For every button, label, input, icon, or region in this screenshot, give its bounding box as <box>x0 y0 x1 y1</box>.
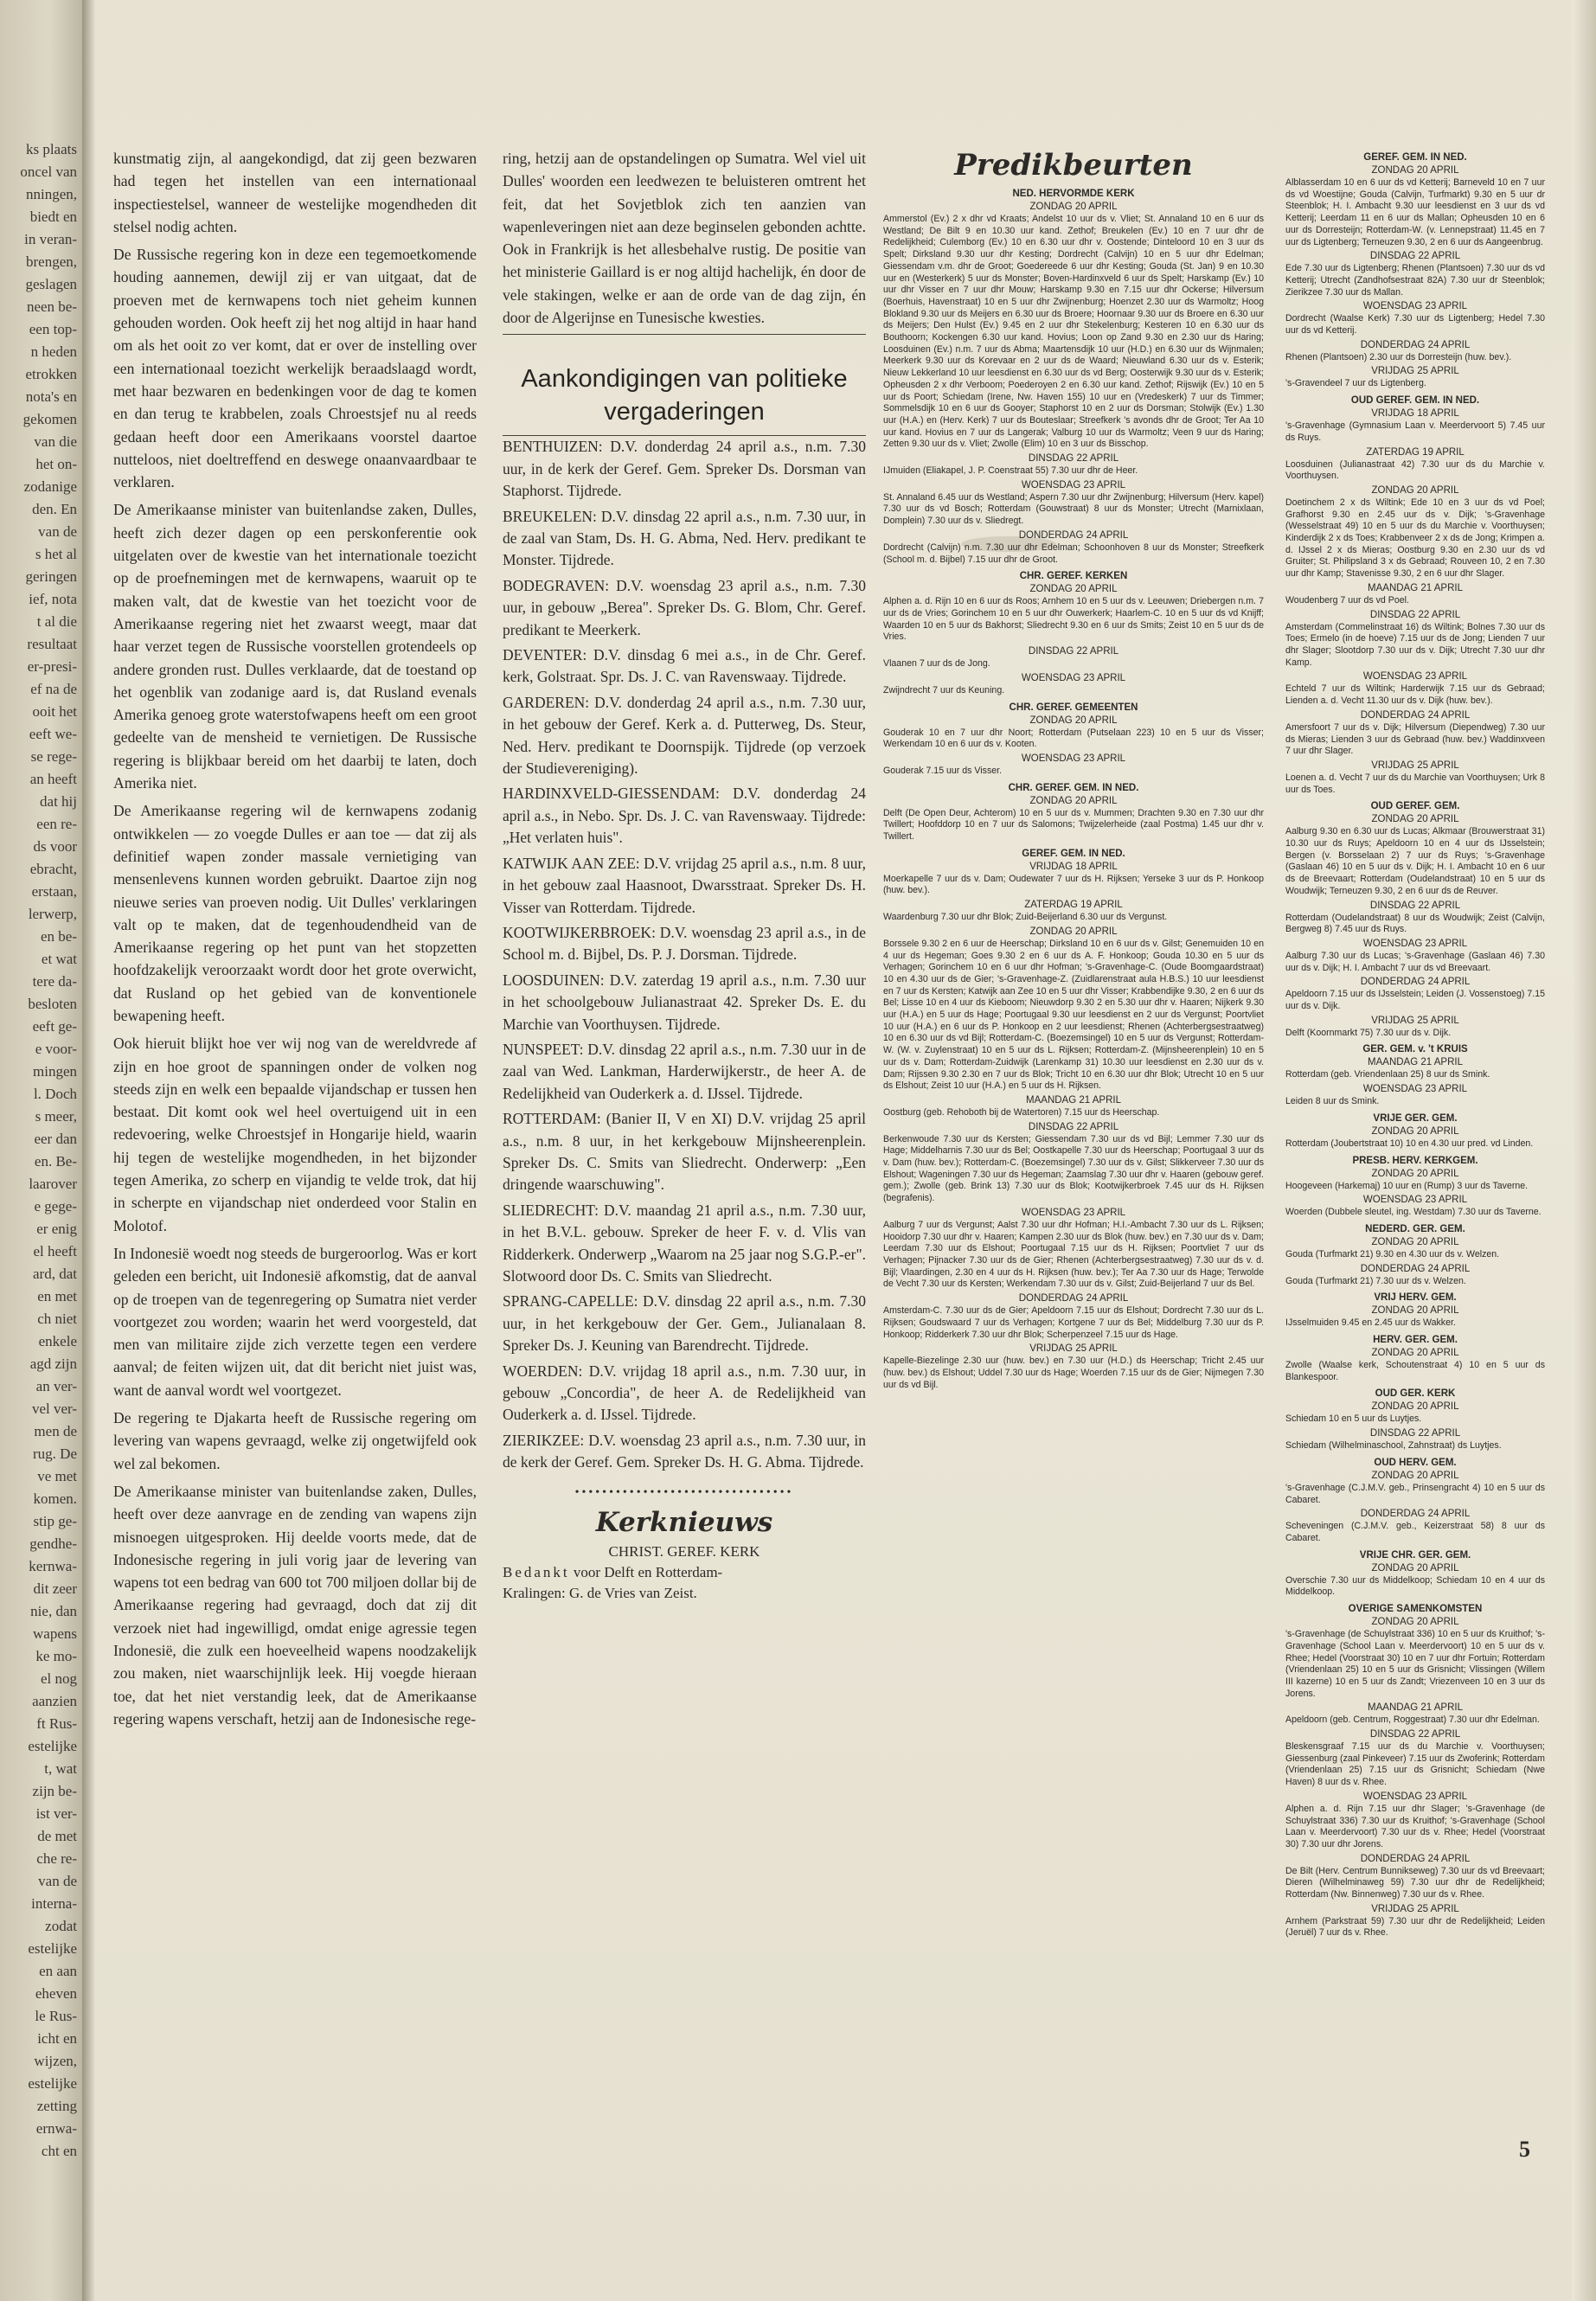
gutter-line: neen be- <box>26 298 77 315</box>
service-listing: Rhenen (Plantsoen) 2.30 uur ds Dorresteijn (huw. bev.). <box>1285 351 1512 362</box>
service-listing: Amersfoort 7 uur ds v. Dijk; Hilversum (Diependweg) 7.30 uur ds Mieras; Lienden 3 uur ds Gebraad (huw. bev.) Waddinxveen 7 uur dhr Slager. <box>1285 721 1545 757</box>
day-heading: DONDERDAG 24 APRIL <box>1360 1263 1471 1274</box>
service-listing: Apeldoorn 7.15 uur ds IJsselstein; Leiden (J. Vossenstoeg) 7.15 uur ds v. Dijk. <box>1285 989 1545 1012</box>
service-listing: St. Annaland 6.45 uur ds Westland; Aspern 7.30 uur dhr Zwijnenburg; Hilversum (Herv. kapel) 7.30 uur ds vd Bosch; Rotterdam (Gouwstraat) 8 uur ds Monster; Utrecht (Marnixlaan, Domplein) 7.30 uur ds v. Sliedregt. <box>883 491 1264 527</box>
service-listing: Vlaanen 7 uur ds de Jong. <box>883 658 990 670</box>
day-heading: DINSDAG 22 APRIL <box>1028 1121 1119 1132</box>
service-listing: 's-Gravenhage (Gymnasium Laan v. Meerdervoort 5) 7.45 uur ds Ruys. <box>1285 420 1545 443</box>
page-edge <box>1572 0 1596 2301</box>
day-heading: WOENSDAG 23 APRIL <box>1362 1791 1468 1802</box>
gutter-line: estelijke <box>28 1738 77 1754</box>
gutter-line: se rege- <box>30 748 77 765</box>
newspaper-page <box>96 0 1596 2301</box>
gutter-line: erstaan, <box>31 883 77 900</box>
gutter-line: laarover <box>29 1176 77 1192</box>
service-listing: Zwijndrecht 7 uur ds Keuning. <box>883 684 1005 695</box>
meeting-announcement: KOOTWIJKERBROEK: D.V. woensdag 23 april a.s., in de School m. d. Bijbel, Ds. P. J. Dorsman. Tijdrede. <box>503 923 866 964</box>
gutter-line: enkele <box>38 1333 77 1349</box>
service-listing: Dordrecht (Calvijn) n.m. 7.30 uur dhr Edelman; Schoonhoven 8 uur ds Monster; Streefkerk (School m. d. Bijbel) 7.15 uur dhr de Groot. <box>883 542 1264 565</box>
service-listing: 's-Gravenhage (de Schuylstraat 336) 10 en 5 uur ds Kruithof; 's-Gravenhage (School Laan v. Meerdervoort) 10 en 5 uur ds v. Rhee; Hedel (Voorstraat 30) 10 en 7 uur dhr Fortuin; Rotterdam (Vriendenlaan 25) 10 en 5 uur ds Grisnicht; Vlissingen (Willem III kazerne) 10 en 5 uur ds Zandt; Vriezenveen 10 en 3 uur ds Jorens. <box>1285 1629 1545 1699</box>
meeting-announcement: BODEGRAVEN: D.V. woensdag 23 april a.s., n.m. 7.30 uur, in gebouw „Berea". Spreker Ds. G. Blom, Chr. Geref. predikant te Meerkerk. <box>503 576 866 638</box>
gutter-line: rug. De <box>33 1445 77 1462</box>
denomination-heading: VRIJE CHR. GER. GEM. <box>1359 1549 1471 1561</box>
day-heading: MAANDAG 21 APRIL <box>1368 1057 1463 1068</box>
gutter-line: van de <box>38 523 77 540</box>
day-heading: MAANDAG 21 APRIL <box>1026 1094 1121 1106</box>
gutter-line: icht en <box>37 2030 77 2047</box>
gutter-line: tere da- <box>32 973 77 990</box>
day-heading: ZONDAG 20 APRIL <box>1371 165 1459 176</box>
gutter-line: ds voor <box>33 838 77 855</box>
gutter-line: ernwa- <box>35 2120 77 2137</box>
gutter-line: el nog <box>40 1670 77 1687</box>
service-listing: Waardenburg 7.30 uur dhr Blok; Zuid-Beijerland 6.30 uur ds Vergunst. <box>883 912 1168 923</box>
gutter-line: e gege- <box>34 1198 77 1215</box>
gutter-line: zijn be- <box>32 1783 77 1799</box>
gutter-line: nota's en <box>25 388 77 405</box>
service-listing: Gouda (Turfmarkt 21) 9.30 en 4.30 uur ds v. Welzen. <box>1285 1248 1500 1259</box>
gutter-line: het on- <box>35 456 77 472</box>
meeting-announcement: ROTTERDAM: (Banier II, V en XI) D.V. vrijdag 25 april a.s., n.m. 8 uur, in het kerkgebouw Mijnsheerenplein. Spreker Ds. C. Smits van Sliedrecht. Onderwerp: „Een dringende waarschuwing". <box>503 1110 866 1194</box>
denomination-heading: GEREF. GEM. IN NED. <box>1022 848 1125 859</box>
service-listing: Apeldoorn (geb. Centrum, Roggestraat) 7.30 uur dhr Edelman. <box>1285 1715 1540 1726</box>
day-heading: ZONDAG 20 APRIL <box>1371 1401 1459 1413</box>
service-listing: Leiden 8 uur ds Smink. <box>1285 1096 1380 1107</box>
service-listing: Bleskensgraaf 7.15 uur ds du Marchie v. Voorthuysen; Giessenburg (zaal Pinkeveer) 7.15 uur ds Zwoferink; Rotterdam (Vriendenlaan 25) 7.15 uur ds Grisnicht; Schiedam (Nwe Haven) 8 uur ds v. Rhee. <box>1285 1741 1545 1788</box>
column-predikbeurten <box>883 147 1264 1393</box>
denomination-heading: VRIJE GER. GEM. <box>1373 1112 1458 1124</box>
gutter-line: s meer, <box>35 1108 77 1125</box>
gutter-line: le Rus- <box>35 2008 77 2024</box>
day-heading: ZONDAG 20 APRIL <box>1371 1236 1459 1247</box>
denomination-heading: NED. HERVORMDE KERK <box>1012 189 1135 199</box>
service-listing: Schiedam (Wilhelminaschool, Zahnstraat) ds Luytjes. <box>1285 1440 1502 1452</box>
day-heading: WOENSDAG 23 APRIL <box>1021 672 1126 683</box>
denomination-heading: OUD GEREF. GEM. <box>1370 801 1460 812</box>
gutter-line: eeft we- <box>29 726 77 742</box>
gutter-line: zodat <box>45 1918 77 1934</box>
day-heading: DINSDAG 22 APRIL <box>1369 900 1461 911</box>
gutter-line: geslagen <box>25 276 77 292</box>
meeting-announcement: BREUKELEN: D.V. dinsdag 22 april a.s., n.m. 7.30 uur, in de zaal van Stam, Ds. H. G. Abma, Ned. Herv. predikant te Monster. Tijdrede. <box>503 507 866 569</box>
gutter-line: zetting <box>36 2098 77 2114</box>
denomination-heading: CHR. GEREF. GEM. IN NED. <box>1008 782 1139 793</box>
service-listing: Woudenberg 7 uur ds vd Poel. <box>1285 594 1409 606</box>
denomination-heading: CHR. GEREF. KERKEN <box>1019 571 1128 582</box>
day-heading: ZONDAG 20 APRIL <box>1371 1348 1459 1359</box>
service-listing: Amsterdam-C. 7.30 uur ds de Gier; Apeldoorn 7.15 uur ds Elshout; Dordrecht 7.30 uur ds L. Rijksen; Goudswaard 7 uur ds Verhagen; Kortgene 7 uur ds Bel; Middelburg 7.30 uur ds P. Honkoop; Ridderkerk 7.30 uur dhr Blok; Scherpenzeel 7.15 uur ds Hage. <box>883 1305 1264 1340</box>
gutter-line: vel ver- <box>31 1400 77 1417</box>
day-heading: WOENSDAG 23 APRIL <box>1362 1084 1468 1095</box>
gutter-line: wapens <box>33 1625 77 1642</box>
gutter-line: eeft ge- <box>32 1018 77 1035</box>
denomination-heading: OUD GER. KERK <box>1375 1388 1456 1400</box>
gutter-line: besloten <box>28 996 77 1012</box>
gutter-line: t, wat <box>44 1760 77 1777</box>
service-listing: 's-Gravendeel 7 uur ds Ligtenberg. <box>1285 378 1426 389</box>
day-heading: ZONDAG 20 APRIL <box>1371 1125 1459 1137</box>
gutter-line: en met <box>37 1288 77 1304</box>
meeting-announcement: DEVENTER: D.V. dinsdag 6 mei a.s., in de Chr. Geref. kerk, Golstraat. Spr. Ds. J. C. van Ravenswaay. Tijdrede. <box>503 646 866 686</box>
article-paragraph: De Russische regering kon in deze een tegemoetkomende houding aannemen, dewijl zij er van uitgaat, dat de proeven met de kernwapens toch niet geheim kunnen gehouden worden. Ook heeft zij het nog altijd in haar hand om als het ooit zo ver komt, dat er over de instelling over een internationaal toezicht werkelijk beraadslaagd wordt, met haar bezwaren en bedenkingen voor de dag te komen en dan terug te krabbelen, zoals Chroestsjef nu al reeds gedaan heeft door een Amerikaans voorstel daartoe nutteloos, niet doeltreffend en deswege onaanvaardbaar te verklaren. <box>113 246 477 491</box>
section-rule <box>503 334 866 335</box>
service-listing: Dordrecht (Waalse Kerk) 7.30 uur ds Ligtenberg; Hedel 7.30 uur ds vd Ketterij. <box>1285 313 1545 336</box>
gutter-line: ist ver- <box>35 1805 77 1822</box>
predikbeurten-heading: Predikbeurten <box>954 148 1193 183</box>
gutter-line: in veran- <box>24 231 77 247</box>
gutter-line: en be- <box>40 928 77 945</box>
day-heading: DINSDAG 22 APRIL <box>1028 646 1119 657</box>
gutter-line: wijzen, <box>34 2053 77 2069</box>
gutter-line: ve met <box>37 1468 77 1484</box>
gutter-line: t al die <box>36 613 77 630</box>
gutter-line: dit zeer <box>33 1580 77 1597</box>
gutter-line: ch niet <box>37 1311 77 1327</box>
day-heading: DONDERDAG 24 APRIL <box>1360 1509 1471 1520</box>
denomination-heading: HERV. GER. GEM. <box>1373 1335 1458 1346</box>
article-paragraph: De regering te Djakarta heeft de Russische regering om levering van wapens gevraagd, welke zij ongetwijfeld ook wel zal bekomen. <box>113 1409 477 1472</box>
service-listing: Echteld 7 uur ds Wiltink; Harderwijk 7.15 uur ds Gebraad; Lienden a. d. Vecht 11.30 uur ds v. Dijk (huw. bev.). <box>1285 683 1545 707</box>
day-heading: MAANDAG 21 APRIL <box>1368 582 1463 593</box>
service-listing: Delft (De Open Deur, Achterom) 10 en 5 uur ds v. Mummen; Drachten 9.30 en 7.30 uur dhr Twillert; Hoofddorp 10 en 7 uur ds Salomons; Twijzelerheide (zaal Postma) 1.45 uur dhr v. Twillert. <box>883 807 1264 843</box>
kerknieuws-prefix: Bedankt <box>503 1563 570 1580</box>
day-heading: MAANDAG 21 APRIL <box>1368 1702 1463 1714</box>
gutter-line: s het al <box>35 546 77 562</box>
day-heading: DONDERDAG 24 APRIL <box>1360 709 1471 721</box>
service-listing: Schiedam 10 en 5 uur ds Luytjes. <box>1285 1413 1422 1425</box>
gutter-line: et wat <box>41 951 77 967</box>
gutter-line: de met <box>37 1828 77 1844</box>
day-heading: ZATERDAG 19 APRIL <box>1366 446 1465 458</box>
gutter-line: agd zijn <box>29 1356 77 1372</box>
day-heading: VRIJDAG 25 APRIL <box>1371 760 1459 771</box>
service-listing: Alphen a. d. Rijn 10 en 6 uur ds Roos; Arnhem 10 en 5 uur ds v. Leeuwen; Driebergen n.m. 7 uur ds de Vries; Gorinchem 10 en 5 uur dhr Ouwerkerk; Haarlem-C. 10 en 5 uur ds vd Knijff; Waarden 10 en 5 uur ds Bakhorst; Sliedrecht 9.30 en 6 uur ds Smits; Zeist 10 en 5 uur ds de Vries. <box>883 596 1264 643</box>
gutter-text <box>0 138 82 2163</box>
gutter-line: brengen, <box>25 253 77 270</box>
gutter-line: ard, dat <box>33 1266 77 1282</box>
service-listing: Alblasserdam 10 en 6 uur ds vd Ketterij; Barneveld 10 en 7 uur ds vd Woestijne; Gouda (Calvijn, Turfmarkt) 9.30 en 5 uur dr Steenblok; H. I. Ambacht 9.30 uur leesdienst en 3 uur ds vd Ketterij; Leerdam 11 en 6 uur ds Mallan; Opheusden 10 en 6 uur ds Dorresteijn; Rotterdam-W. (v. Lennepstraat) 11.45 en 7 uur ds Ligtenberg; Terneuzen 9.30, 2 en 6 uur ds Aangeenbrug. <box>1285 177 1545 247</box>
day-heading: ZATERDAG 19 APRIL <box>1024 900 1123 911</box>
article-paragraph: De Amerikaanse minister van buitenlandse zaken, Dulles, heeft zich dezer dagen op een perskonferentie ook uitgelaten over de kwestie van het internationale toezicht op de proefnemingen met de kernwapens, waaruit op te maken valt, dat de kwestie van het toezicht voor de Amerikaanse regering niet het zwaarst weegt, maar dat haar verzet tegen de Russische voorstellen grotendeels op andere gronden rust. Dulles verklaarde, dat de toestand op het ogenblik van zodanige aard is, dat Rusland evenals Amerika genoeg grote waterstofwapens heeft om een groot gedeelte van de mensheid te vernietigen. De Russische regering is blijkbaar bereid om het daarbij te laten, doch Amerika niet. <box>113 501 477 792</box>
gutter-line: men de <box>34 1423 77 1439</box>
column-predikbeurten-cont <box>1285 147 1545 1941</box>
service-listing: De Bilt (Herv. Centrum Bunnikseweg) 7.30 uur ds vd Breevaart; Dieren (Wilhelminaweg 59) 7.30 uur dhr de Redelijkheid; Rotterdam (Nw. Binnenweg) 7.30 uur ds v. Rhee. <box>1285 1865 1545 1900</box>
service-listing: Amsterdam (Commelinstraat 16) ds Wiltink; Bolnes 7.30 uur ds Toes; Ermelo (in de hoeve) 7.15 uur ds de Jong; Lienden 7 uur dhr Slager; Slootdorp 7.30 uur ds v. Dijk; Utrecht 7.30 uur dhr Kamp. <box>1285 621 1545 668</box>
gutter-line: biedt en <box>29 208 77 225</box>
service-listing: Zwolle (Waalse kerk, Schoutenstraat 4) 10 en 5 uur ds Blankespoor. <box>1285 1360 1545 1382</box>
day-heading: ZONDAG 20 APRIL <box>1371 814 1459 825</box>
service-listing: Oostburg (geb. Rehoboth bij de Watertoren) 7.15 uur ds Heerschap. <box>883 1106 1160 1118</box>
kerknieuws-item <box>503 1562 866 1583</box>
service-listing: Rotterdam (geb. Vriendenlaan 25) 8 uur ds Smink. <box>1285 1069 1490 1080</box>
day-heading: VRIJDAG 18 APRIL <box>1029 861 1118 872</box>
day-heading: WOENSDAG 23 APRIL <box>1362 1195 1468 1206</box>
gutter-line: van de <box>38 1873 77 1889</box>
meeting-announcement: GARDEREN: D.V. donderdag 24 april a.s., n.m. 7.30 uur, in het gebouw der Geref. Kerk a. d. Putterweg, Ds. Steur, Ned. Herv. predikant te Doornspijk. Tijdrede (op verzoek der Studievereniging). <box>503 693 866 778</box>
service-listing: Kapelle-Biezelinge 2.30 uur (huw. bev.) en 7.30 uur (H.D.) ds Heerschap; Tricht 2.45 uur (huw. bev.) ds Elshout; Uddel 7.30 uur ds Hage; Woerden 7.15 uur ds de Gier; Nijmegen 7.30 uur ds vd Bijl. <box>883 1356 1264 1390</box>
gutter-line: etrokken <box>25 366 77 382</box>
service-listing: Overschie 7.30 uur ds Middelkoop; Schiedam 10 en 4 uur ds Middelkoop. <box>1285 1574 1545 1598</box>
gutter-line: ef na de <box>30 681 77 697</box>
article-paragraph: De Amerikaanse regering wil de kernwapens zodanig ontwikkelen — zo voegde Dulles er aan toe — dat zij als definitief wapen zonder massale vernietiging van mensenlevens kunnen worden gebruikt. Daartoe zijn nog nieuwe series van proeven nodig. Uit Dulles' verklaringen valt op te maken, dat de tegenhoudendheid van de Amerikaanse regering op het punt van het stopzetten hoofdzakelijk veroorzaakt wordt door het grote overwicht, dat Rusland op het gebied van de konventionele bewapening heeft. <box>113 802 477 1024</box>
gutter-line: stip ge- <box>33 1513 77 1529</box>
service-listing: Rotterdam (Oudelandstraat) 8 uur ds Woudwijk; Zeist (Calvijn, Bergweg 8) 7.45 uur ds Ruys. <box>1285 912 1545 935</box>
service-listing: IJsselmuiden 9.45 en 2.45 uur ds Wakker. <box>1285 1317 1456 1329</box>
meetings-list <box>503 436 866 1473</box>
day-heading: WOENSDAG 23 APRIL <box>1362 938 1468 949</box>
service-listing: Borssele 9.30 2 en 6 uur de Heerschap; Dirksland 10 en 6 uur ds v. Gilst; Genemuiden 10 en 4 uur ds Hegeman; Goes 9.30 2 en 6 uur ds A. F. Honkoop; Gouda 10.30 en 5 uur ds Verhagen; Gorinchem 10 en 6 uur dhr Hofman; 's-Gravenhage-C. (Oude Boomgaardstraat) 10 en 4.30 uur ds de Gier; 's-Gravenhage-Z. (Zuidlarenstraat aula H.B.S.) 10 uur leesdienst en 7 uur ds Kersten; Katwijk aan Zee 10 en 5 uur dhr Visser; Krabbendijke 9.30, 2 en 6 uur ds Bel; Lisse 10 en 4 uur ds Kieboom; Nieuwdorp 9.30 2 en 5.30 uur dhr v. Haaren; Nijkerk 9.30 uur (H.A.) en 5 uur ds Hage; Poortugaal 9.30 uur leesdienst en 2 uur ds Vergunst; Poortvliet 10 uur (H.A.) en 6 uur ds P. Honkoop en 2 uur leesdienst; Rhenen (Achterbergsestraatweg) 10 en 6.30 uur ds vd Bijl; Rotterdam-C. (Boezemsingel) 10 en 5 uur ds Vergunst; Rotterdam-W. (W. v. Zuylenstraat) 10 en 5 uur ds L. Rijksen; Rotterdam-Z. (Mijnsheerenplein) 10 en 5 uur ds v. Dam; Rotterdam-Zuidwijk (Larenkamp 31) 10.30 uur leesdienst en 2.30 uur ds v. Dam; Rijssen 9.30 2.30 en 7 uur ds Blok; Tricht 10 en 6.30 uur dhr Blok; Utrecht 10 en 5 uur ds Elshout; Zeist 10 uur (H.A.) en 5 uur ds H. Rijksen. <box>883 938 1264 1092</box>
day-heading: WOENSDAG 23 APRIL <box>1021 479 1126 490</box>
service-listing: Aalburg 7 uur ds Vergunst; Aalst 7.30 uur dhr Hofman; H.I.-Ambacht 7.30 uur ds L. Rijksen; Hooidorp 7.30 uur dhr v. Haaren; Kampen 2.30 uur ds Blok (huw. bev.) en 7.30 uur ds v. Dam; Leerdam 7.30 uur ds Elshout; Poortugaal 7.15 uur ds H. Rijksen; Poortvliet 7 uur ds Verhagen; Pijnacker 7.30 uur ds de Gier; Rhenen (Achterbergsestraatweg) 7.30 uur ds v. d. Bijl; Vlaardingen, 2.30 en 4 uur ds H. Rijksen (huw. bev.); Ter Aa 7.30 uur ds Hage; Terwolde de Vecht 7.30 uur ds Kersten; Werkendam 7.30 uur ds v. Gilst; Zuid-Beijerland 7 uur ds Bel. <box>883 1219 1264 1290</box>
gutter-line: che re- <box>36 1850 77 1867</box>
gutter-line: een top- <box>29 321 77 337</box>
gutter-line: interna- <box>31 1895 77 1912</box>
meeting-announcement: LOOSDUINEN: D.V. zaterdag 19 april a.s., n.m. 7.30 uur in het schoolgebouw Julianastraat 42. Spreker Ds. E. du Marchie van Voorthuysen. Tijdrede. <box>503 971 866 1033</box>
denomination-heading: GEREF. GEM. IN NED. <box>1363 152 1467 163</box>
day-heading: DONDERDAG 24 APRIL <box>1360 1853 1471 1864</box>
gutter-line: gendhe- <box>29 1535 77 1552</box>
service-listing: Aalburg 7.30 uur ds Lucas; 's-Gravenhage (Gaslaan 46) 7.30 uur ds v. Dijk; H. I. Ambacht 7 uur ds vd Breevaart. <box>1285 950 1545 973</box>
gutter-line: an heeft <box>29 771 77 787</box>
gutter-line: van die <box>34 433 77 450</box>
meeting-announcement: HARDINXVELD-GIESSENDAM: D.V. donderdag 24 april a.s., in Nebo. Spr. Ds. J. C. van Ravenswaay. Tijdrede: „Het verlaten huis". <box>503 785 866 847</box>
denomination-heading: CHR. GEREF. GEMEENTEN <box>1009 702 1138 713</box>
gutter-line: nningen, <box>25 186 77 202</box>
day-heading: DINSDAG 22 APRIL <box>1369 609 1461 620</box>
service-listing: Loenen a. d. Vecht 7 uur ds du Marchie van Voorthuysen; Urk 8 uur ds Toes. <box>1285 772 1545 795</box>
day-heading: ZONDAG 20 APRIL <box>1371 1562 1459 1574</box>
service-listing: Rotterdam (Joubertstraat 10) 10 en 4.30 uur pred. vd Linden. <box>1285 1138 1534 1149</box>
service-listing: Woerden (Dubbele sleutel, ing. Westdam) 7.30 uur ds Taverne. <box>1285 1207 1542 1218</box>
day-heading: ZONDAG 20 APRIL <box>1029 202 1118 212</box>
day-heading: VRIJDAG 18 APRIL <box>1371 408 1459 420</box>
day-heading: ZONDAG 20 APRIL <box>1371 1617 1459 1628</box>
gutter-line: dat hij <box>40 793 77 810</box>
service-listing: Berkenwoude 7.30 uur ds Kersten; Giessendam 7.30 uur ds vd Bijl; Lemmer 7.30 uur ds Hage; Middelharnis 7.30 uur ds Bel; Oostkapelle 7.30 uur ds Heerschap; Poortugaal 3 uur ds v. Dam (huw. bev.); Rotterdam-C. (Boezemsingel) 7.30 uur ds v. Gilst; Slikkerveer 7.30 uur ds Elshout; Wageningen 7.30 uur ds Hegeman; Zaamslag 7.30 uur dhr v. Haaren (gebouw geref. gem.); Zwolle (geb. Brink 13) 7.30 uur ds Blok; Kootwijkerbroek 7.45 uur ds H. Rijksen (begrafenis). <box>883 1133 1264 1204</box>
service-listing: Arnhem (Parkstraat 59) 7.30 uur dhr de Redelijkheid; Leiden (Jeruël) 7 uur ds v. Rhee. <box>1285 1915 1545 1939</box>
gutter-line: lerwerp, <box>28 906 77 922</box>
dotted-divider: •••••••••••••••••••••••••••••••• <box>574 1485 794 1499</box>
day-heading: ZONDAG 20 APRIL <box>1371 484 1459 496</box>
gutter-line: komen. <box>33 1490 77 1507</box>
service-listing: Aalburg 9.30 en 6.30 uur ds Lucas; Alkmaar (Brouwerstraat 31) 10.30 uur ds Ruys; Apeldoorn 10 en 4 uur ds IJsselstein; Bergen (v. Borsselaan 2) 7 uur ds Ruys; 's-Gravenhage (Gaslaan 46) 10 en 5 uur ds v. Dijk; H. I. Ambacht 10 en 6 uur ds de Breevaart; Rotterdam (Oudelandstraat) 10 en 5 uur ds Woudwijk; Terneuzen 9.30, 2 en 6 uur ds de Reuver. <box>1285 826 1545 896</box>
gutter-line: eheven <box>35 1985 77 2002</box>
denomination-heading: OVERIGE SAMENKOMSTEN <box>1348 1604 1483 1615</box>
service-listing: IJmuiden (Eliakapel, J. P. Coenstraat 55) 7.30 uur dhr de Heer. <box>883 465 1138 477</box>
service-listing: Moerkapelle 7 uur ds v. Dam; Oudewater 7 uur ds H. Rijksen; Yerseke 3 uur ds P. Honkoop (huw. bev.). <box>883 873 1264 896</box>
kerknieuws-item-cont: Kralingen: G. de Vries van Zeist. <box>503 1584 697 1601</box>
meetings-heading: Aankondigingen van politieke vergaderingen <box>521 365 848 426</box>
service-listing: Gouda (Turfmarkt 21) 7.30 uur ds v. Welzen. <box>1285 1275 1466 1286</box>
article-continuation: ring, hetzij aan de opstandelingen op Sumatra. Wel viel uit Dulles' woorden een leedwezen te beluisteren omtrent het feit, dat het Sovjetblok zich ten aanzien van wapenleveringen niet aan deze beginselen gebonden achtte. Ook in Frankrijk is het allesbehalve rustig. De positie van het ministerie Gaillard is er nog altijd hachelijk, én door de vele stakingen, welke er aan de orde van de dag zijn, én door de Algerijnse en Tunesische kwesties. <box>503 150 866 327</box>
denomination-heading: GER. GEM. v. 't KRUIS <box>1362 1044 1468 1055</box>
services-list <box>883 187 1264 1391</box>
day-heading: ZONDAG 20 APRIL <box>1371 1305 1459 1317</box>
gutter-line: el heeft <box>33 1243 77 1259</box>
service-listing: Hoogeveen (Harkemaj) 10 uur en (Rump) 3 uur ds Taverne. <box>1285 1180 1529 1191</box>
meeting-announcement: BENTHUIZEN: D.V. donderdag 24 april a.s., n.m. 7.30 uur, in de kerk der Geref. Gem. Spreker Ds. Dorsman van Staphorst. Tijdrede. <box>503 438 866 500</box>
service-listing: Doetinchem 2 x ds Wiltink; Ede 10 en 3 uur ds vd Poel; Grafhorst 9.30 en 2.45 uur ds v. Dijk; 's-Gravenhage (Wesselstraat 49) 10 en 5 uur ds du Marchie v. Voorthuysen; Kinderdijk 2 x ds Toes; Krabbenveer 2 x ds de Jong; Krimpen a. d. IJssel 2 x ds Mieras; Oostburg 9.30 en 2.30 uur ds vd Gruiter; St. Philipsland 3 x ds Gebraad; Rouveen 10, 2 en 7.30 uur dhr Kamp; Stavenisse 9.30, 2 en 6 uur dhr Slager. <box>1285 497 1545 580</box>
previous-page-gutter <box>0 0 82 2301</box>
gutter-line: zodanige <box>23 478 77 495</box>
day-heading: DONDERDAG 24 APRIL <box>1360 977 1471 988</box>
gutter-line: n heden <box>30 343 77 360</box>
column-announcements <box>503 147 866 1604</box>
day-heading: VRIJDAG 25 APRIL <box>1371 366 1459 377</box>
day-heading: ZONDAG 20 APRIL <box>1029 584 1118 595</box>
service-listing: Ammerstol (Ev.) 2 x dhr vd Kraats; Andelst 10 uur ds v. Vliet; St. Annaland 10 en 6 uur ds Westland; De Bilt 9 en 10.30 uur kand. Zethof; Breukelen (Ev.) 10 en 7 uur dhr de Redelijkheid; Culemborg (Ev.) 10 en 6.30 uur dhr v. Oostende; Dinteloord 10 en 3 uur ds Spelt; Dirksland 9.30 uur dhr Kesting; Dordrecht (Calvijn) 10 en 5 uur dhr Edelman; Giessendam v.m. dhr de Groot; Goedereede 6 uur dhr Kesting; Gouda (St. Jan) 9 en 10.30 uur en (Westerkerk) 5 uur ds Monster; Boven-Hardinxveld 6 uur ds Spelt; Harskamp (Ev.) 10 uur dhr Visser en 7 uur dhr Mouw; Harskamp 9.30 en 7.15 uur dhr Ockerse; Hilversum (Boerhuis, Havenstraat) 10 en 5 uur dhr Zwijnenburg; Hoenzet 2.30 uur ds Warmoltz; Hoog Blokland 9.30 uur ds Meijers en 6.30 uur ds Broere; Hoornaar 9.30 uur ds Broere en 6.30 uur ds Meijers; Den Hulst (Ev.) 9.45 en 2 uur dhr Stekelenburg; Kesteren 10 en 6.30 uur ds Bouthoorn; Kockengen 6.30 uur kand. Hovius; Loon op Zand 9.30 en 2.30 uur ds Haring; Loosduinen (Ev.) n.m. 7 uur ds Abma; Maartensdijk 10 uur (H.D.) en 6.30 uur ds Wijnmalen; Meerkerk 9.30 uur ds Korevaar en 2 uur ds de Waard; Nieuwland 6.30 uur ds v. Esterik; Nieuw Lekkerland 10 uur leesdienst en 6.30 uur ds vd Berg; Oosterwijk 9.30 uur ds v. Esterik; Opheusden 2 x dhr Verboom; Poederoyen 2 en 6.30 uur kand. Zethof; Rijswijk (Ev.) 10 en 5 uur ds Poort; Schiedam (Irene, Nw. Haven 155) 10 uur en (Vredeskerk) 7 uur ds Timmer; Sommelsdijk 10 en 6 uur ds Gooyer; Staphorst 10 en 2 uur ds Dorsman; Stolwijk (Ev.) 1.30 uur (H.A.) en (Herv. Kerk) 7 uur ds Bouteslaar; Streefkerk 's avonds dhr de Groot; Ter Aa 10 uur kand. Hovius en 7 uur ds Langerak; Valburg 10 uur ds Warmoltz; Veen 9 uur ds Haring; Zetten 9.30 uur ds v. Vliet; Zwolle (Elim) 10 en 3 uur ds Bisschop. <box>883 214 1264 450</box>
gutter-line: nie, dan <box>30 1603 77 1619</box>
day-heading: DONDERDAG 24 APRIL <box>1360 339 1471 350</box>
gutter-line: er-presi- <box>27 658 77 675</box>
day-heading: DINSDAG 22 APRIL <box>1028 453 1119 465</box>
gutter-line: kernwa- <box>29 1558 77 1574</box>
services-list-cont <box>1285 151 1545 1939</box>
article-paragraph: Ook hieruit blijkt hoe ver wij nog van de wereldvrede af zijn en hoe groot de spanningen onder de volken nog steeds zijn en welk een bepaalde vijandschap er tussen hen bestaat. Dit komt ook wel heel overtuigend uit in een redevoering, welke Chroestsjef in Hongarije hield, waarin hij tegen de westelijke mogendheden, in het bijzonder tegen Amerika, zo scherp en vijandig te velde trok, dat hij in scherpte en vijandschap niet onderdeed voor Stalin en Molotof. <box>113 1035 477 1234</box>
gutter-line: den. En <box>32 501 77 517</box>
day-heading: DINSDAG 22 APRIL <box>1369 1428 1461 1439</box>
article-paragraph: In Indonesië woedt nog steeds de burgeroorlog. Was er kort geleden een bericht, uit Indonesië afkomstig, dat de aanval op de troepen van de tegenregering op Sumatra niet verder voortgezet zou worden; waarin het werd voorgesteld, dat men van militaire zijde zich verzette tegen een verdere aanval; de feiten wijzen uit, dat dit bericht niet juist was, want de aanval wordt wel voortgezet. <box>113 1244 477 1399</box>
gutter-line: estelijke <box>28 1940 77 1957</box>
day-heading: WOENSDAG 23 APRIL <box>1362 671 1468 683</box>
page-number: 5 <box>1519 2137 1530 2162</box>
gutter-line: e voor- <box>35 1041 77 1057</box>
kerknieuws-heading: Kerknieuws <box>595 1506 773 1538</box>
gutter-line: ft Rus- <box>36 1715 77 1732</box>
service-listing: Scheveningen (C.J.M.V. geb., Keizerstraat 58) 8 uur ds Cabaret. <box>1285 1521 1545 1543</box>
denomination-heading: NEDERD. GER. GEM. <box>1365 1223 1465 1234</box>
article-paragraph: De Amerikaanse minister van buitenlandse zaken, Dulles, heeft over deze aanvrage en de zending van wapens zijn misnoegen uitgesproken. Hij deelde voorts mede, dat de Indonesische regering in juli vorig jaar de levering van wapens tot een bedrag van 600 tot 700 miljoen dollar bij de Amerikaanse regering had gevraagd, doch dat zij dit verzoek niet had ingewilligd, omdat enige agressie tegen Indonesië, die zulk een hoeveelheid wapens noodzakelijk zou maken, niet waarschijnlijk leek. Hij voegde hieraan toe, dat het niet verstandig leek, dat de Amerikaanse regering wapens verschaft, hetzij aan de Indonesische rege- <box>113 1482 477 1727</box>
service-listing: Loosduinen (Julianastraat 42) 7.30 uur ds du Marchie v. Voorthuysen. <box>1285 458 1545 482</box>
gutter-line: aanzien <box>32 1693 77 1709</box>
denomination-heading: PRESB. HERV. KERKGEM. <box>1352 1155 1478 1166</box>
gutter-line: estelijke <box>28 2075 77 2092</box>
service-listing: Alphen a. d. Rijn 7.15 uur dhr Slager; 's-Gravenhage (de Schuylstraat 336) 7.30 uur ds Kruithof; 's-Gravenhage (School Laan v. Meerdervoort) 7.30 uur ds v. Rhee; Hedel (Voorstraat 30) 7.30 uur dhr Jorens. <box>1285 1803 1545 1849</box>
kerknieuws-text: voor Delft en Rotterdam- <box>573 1563 723 1580</box>
gutter-line: resultaat <box>27 636 77 652</box>
day-heading: WOENSDAG 23 APRIL <box>1021 753 1126 764</box>
gutter-line: en. Be- <box>34 1153 77 1170</box>
gutter-line: ooit het <box>32 703 77 720</box>
meeting-announcement: NUNSPEET: D.V. dinsdag 22 april a.s., n.m. 7.30 uur in de zaal van Wed. Lankman, Harderwijkerstr., de heer A. de Redelijkheid van Ouderkerk a. d. IJssel. Tijdrede. <box>503 1040 866 1102</box>
gutter-line: geringen <box>25 568 77 585</box>
service-listing: Gouderak 10 en 7 uur dhr Noort; Rotterdam (Putselaan 223) 10 en 5 uur ds Visser; Werkendam 10 en 6 uur ds v. Kooten. <box>883 727 1264 750</box>
kerknieuws-section: CHRIST. GEREF. KERK <box>608 1542 760 1560</box>
column-news <box>113 147 477 1735</box>
day-heading: DONDERDAG 24 APRIL <box>1018 529 1129 541</box>
meeting-announcement: WOERDEN: D.V. vrijdag 18 april a.s., n.m. 7.30 uur, in gebouw „Concordia", de heer A. de Redelijkheid van Ouderkerk a. d. IJssel. Tijdrede. <box>503 1362 866 1424</box>
meeting-announcement: SPRANG-CAPELLE: D.V. dinsdag 22 april a.s., n.m. 7.30 uur, in het kerkgebouw der Ger. Gem., Julianalaan 8. Spreker Ds. J. Keuning van Barendrecht. Tijdrede. <box>503 1292 866 1355</box>
meeting-announcement: SLIEDRECHT: D.V. maandag 21 april a.s., n.m. 7.30 uur, in het B.V.L. gebouw. Spreker de heer F. v. d. Vlis van Ridderkerk. Onderwerp „Waarom na 25 jaar nog S.G.P.-er". Slotwoord door Ds. C. Smits van Sliedrecht. <box>503 1201 866 1285</box>
service-listing: Gouderak 7.15 uur ds Visser. <box>883 765 1003 776</box>
gutter-line: mingen <box>33 1063 77 1080</box>
gutter-line: cht en <box>41 2143 77 2159</box>
gutter-line: ebracht, <box>29 861 77 877</box>
gutter-line: an ver- <box>35 1378 77 1394</box>
meeting-announcement: KATWIJK AAN ZEE: D.V. vrijdag 25 april a.s., n.m. 8 uur, in het gebouw zaal Haasnoot, Dwarsstraat. Spreker Ds. H. Visser van Rotterdam. Tijdrede. <box>503 854 866 916</box>
day-heading: VRIJDAG 25 APRIL <box>1371 1015 1459 1026</box>
day-heading: ZONDAG 20 APRIL <box>1029 715 1118 726</box>
day-heading: WOENSDAG 23 APRIL <box>1362 301 1468 312</box>
day-heading: ZONDAG 20 APRIL <box>1029 795 1118 806</box>
gutter-line: ief, nota <box>29 591 77 607</box>
service-listing: 's-Gravenhage (C.J.M.V. geb., Prinsengracht 4) 10 en 5 uur ds Cabaret. <box>1285 1482 1545 1505</box>
gutter-line: ks plaats <box>25 141 77 157</box>
gutter-line: oncel van <box>20 163 77 180</box>
day-heading: VRIJDAG 25 APRIL <box>1029 1343 1118 1355</box>
gutter-line: eer dan <box>34 1131 77 1147</box>
day-heading: ZONDAG 20 APRIL <box>1371 1168 1459 1179</box>
day-heading: ZONDAG 20 APRIL <box>1029 926 1118 937</box>
day-heading: WOENSDAG 23 APRIL <box>1021 1207 1126 1218</box>
day-heading: VRIJDAG 25 APRIL <box>1371 1903 1459 1914</box>
gutter-line: er enig <box>36 1221 77 1237</box>
service-listing: Delft (Koornmarkt 75) 7.30 uur ds v. Dijk. <box>1285 1027 1452 1038</box>
article-paragraph: kunstmatig zijn, al aangekondigd, dat zij geen bezwaren had tegen het instellen van een internationaal inspectiestelsel, wanneer de westelijke mogendheden dit stelsel nodig achten. <box>113 150 477 235</box>
gutter-line: een re- <box>36 816 77 832</box>
gutter-line: ke mo- <box>35 1648 77 1664</box>
day-heading: ZONDAG 20 APRIL <box>1371 1470 1459 1481</box>
denomination-heading: VRIJ HERV. GEM. <box>1374 1292 1457 1304</box>
meeting-announcement: ZIERIKZEE: D.V. woensdag 23 april a.s., n.m. 7.30 uur, in de kerk der Geref. Gem. Spreker Ds. H. G. Abma. Tijdrede. <box>503 1431 866 1471</box>
gutter-line: en aan <box>39 1963 77 1979</box>
denomination-heading: OUD GEREF. GEM. IN NED. <box>1350 395 1480 407</box>
page-fold <box>82 0 96 2301</box>
gutter-line: gekomen <box>22 411 77 427</box>
day-heading: DINSDAG 22 APRIL <box>1369 251 1461 262</box>
service-listing: Ede 7.30 uur ds Ligtenberg; Rhenen (Plantsoen) 7.30 uur ds vd Ketterij; Utrecht (Zandhofsestraat 82A) 7.30 uur dr Steenblok; Zierikzee 7.30 uur ds Mallan. <box>1285 263 1545 298</box>
day-heading: DONDERDAG 24 APRIL <box>1018 1293 1129 1304</box>
day-heading: DINSDAG 22 APRIL <box>1369 1729 1461 1740</box>
gutter-line: l. Doch <box>33 1086 77 1102</box>
denomination-heading: OUD HERV. GEM. <box>1374 1457 1457 1468</box>
